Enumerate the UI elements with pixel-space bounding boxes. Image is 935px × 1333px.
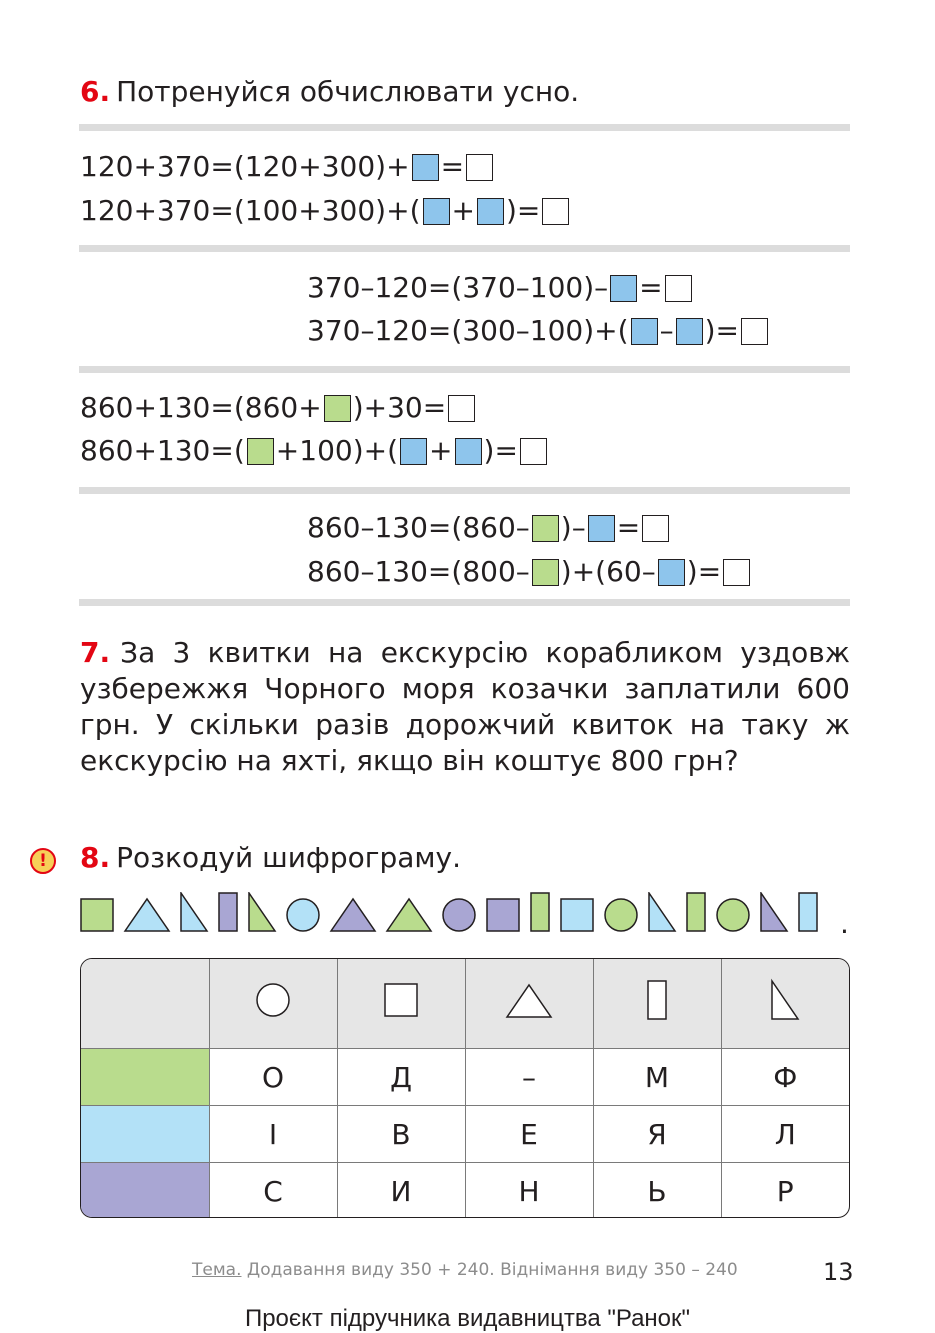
equals-sign: = <box>210 194 234 227</box>
header-cell <box>337 959 465 1049</box>
number: 120 <box>374 314 428 347</box>
number: 300 <box>462 314 516 347</box>
answer-box[interactable] <box>723 559 750 586</box>
operator: + <box>451 194 475 227</box>
number: 370 <box>462 271 516 304</box>
paren: ) <box>352 434 364 467</box>
task-6-heading <box>80 76 579 108</box>
triangle-icon <box>504 980 554 1020</box>
operator: + <box>298 391 322 424</box>
paren: ) <box>704 314 716 347</box>
color-swatch-purple <box>81 1163 209 1219</box>
cipher-shape-17-purple-right-triangle <box>761 893 787 931</box>
operator: – <box>571 511 586 544</box>
number: 860 <box>307 511 361 544</box>
operator: + <box>571 555 596 588</box>
divider <box>79 245 850 252</box>
number: 120 <box>80 150 134 183</box>
corner-cell <box>81 959 209 1049</box>
header-cell <box>593 959 721 1049</box>
paren: ) <box>352 391 364 424</box>
cipher-shape-15-green-rectangle <box>687 893 705 931</box>
operator: + <box>594 314 618 347</box>
letter-cell: Д <box>337 1049 465 1106</box>
number: 100 <box>529 271 584 304</box>
blue-answer-box[interactable] <box>631 318 658 345</box>
cipher-key-table <box>80 958 850 1218</box>
paren: ( <box>451 271 463 304</box>
divider <box>79 124 850 131</box>
blue-answer-box[interactable] <box>423 198 450 225</box>
letter-cell: Ь <box>593 1163 721 1219</box>
equals-sign: = <box>494 434 518 467</box>
square-icon <box>381 980 421 1020</box>
number: 120 <box>244 150 299 183</box>
equation-row <box>307 511 671 545</box>
operator: + <box>133 150 157 183</box>
operator: + <box>429 434 453 467</box>
equals-sign: = <box>440 150 465 183</box>
equals-sign: = <box>427 314 452 347</box>
answer-box[interactable] <box>741 318 768 345</box>
equals-sign: = <box>715 314 739 347</box>
paren: ( <box>451 555 463 588</box>
green-answer-box[interactable] <box>247 438 274 465</box>
blue-answer-box[interactable] <box>400 438 427 465</box>
number: 120 <box>374 271 428 304</box>
cipher-shape-3-blue-right-triangle <box>181 893 207 931</box>
number: 100 <box>529 314 584 347</box>
number: 130 <box>374 511 428 544</box>
paren: ) <box>583 271 595 304</box>
number: 370 <box>307 314 361 347</box>
cipher-shapes <box>80 892 860 940</box>
operator: – <box>360 271 375 304</box>
topic-text: Додавання виду 350 + 240. Віднімання виду 350 – 240 <box>246 1260 738 1280</box>
letter-cell: И <box>337 1163 465 1219</box>
paren: ( <box>595 555 607 588</box>
answer-box[interactable] <box>466 154 493 181</box>
equals-sign: = <box>427 555 452 588</box>
operator: + <box>363 391 388 424</box>
number: 120 <box>80 194 134 227</box>
blue-answer-box[interactable] <box>477 198 504 225</box>
equals-sign: = <box>210 434 234 467</box>
blue-answer-box[interactable] <box>455 438 482 465</box>
blue-answer-box[interactable] <box>412 154 439 181</box>
equals-sign: = <box>697 555 722 588</box>
number: 370 <box>156 194 211 227</box>
color-swatch-green <box>81 1049 209 1106</box>
equals-sign: = <box>427 271 452 304</box>
equation-row <box>80 434 549 468</box>
paren: ( <box>387 434 399 467</box>
paren: ) <box>560 511 572 544</box>
task-number: 6. <box>80 75 111 108</box>
cipher-shape-7-purple-triangle <box>331 899 375 931</box>
number: 60 <box>606 555 642 588</box>
equation-row <box>307 271 694 305</box>
task-title: Потренуйся обчислювати усно. <box>116 75 580 108</box>
number: 100 <box>244 194 299 227</box>
blue-answer-box[interactable] <box>588 515 615 542</box>
operator: + <box>298 150 322 183</box>
cipher-shape-8-green-triangle <box>387 899 431 931</box>
page-number: 13 <box>823 1258 854 1286</box>
equals-sign: = <box>422 391 447 424</box>
green-answer-box[interactable] <box>532 559 559 586</box>
equals-sign: = <box>516 194 541 227</box>
operator: – <box>360 555 375 588</box>
letter-cell: Е <box>465 1106 593 1163</box>
operator: – <box>515 555 530 588</box>
number: 860 <box>462 511 516 544</box>
number: 100 <box>299 434 353 467</box>
task-text: За 3 квитки на екскурсію корабликом уздовж узбережжя Чорного моря козачки заплатили 600 грн. У скільки разів дорожчий квиток на таку ж екскурсію на яхті, якщо він коштує 800 грн? <box>80 636 850 777</box>
operator: – <box>515 314 530 347</box>
cipher-shape-16-green-circle <box>717 899 749 931</box>
paren: ( <box>233 194 245 227</box>
header-cell <box>465 959 593 1049</box>
footer-topic <box>192 1260 738 1280</box>
cipher-shape-9-purple-circle <box>443 899 475 931</box>
operator: + <box>133 194 157 227</box>
table-header-row <box>81 959 849 1049</box>
exclamation-icon: ! <box>30 848 56 874</box>
operator: – <box>360 314 375 347</box>
paren: ( <box>451 511 463 544</box>
number: 130 <box>374 555 428 588</box>
number: 300 <box>321 150 376 183</box>
cipher-shape-14-blue-right-triangle <box>649 893 675 931</box>
divider <box>79 599 850 606</box>
blue-answer-box[interactable] <box>676 318 703 345</box>
number: 370 <box>307 271 361 304</box>
table-row <box>81 1163 849 1219</box>
paren: ( <box>233 150 245 183</box>
rectangle-icon <box>644 978 670 1022</box>
number: 800 <box>462 555 516 588</box>
operator: – <box>360 511 375 544</box>
task-number: 7. <box>80 636 111 669</box>
paren: ) <box>505 194 517 227</box>
equation-row <box>80 194 571 228</box>
equals-sign: = <box>639 271 663 304</box>
task-7-word-problem <box>80 635 850 779</box>
publisher-note: Проєкт підручника видавництва "Ранок" <box>244 1305 691 1332</box>
table-row <box>81 1106 849 1163</box>
number: 860 <box>244 391 299 424</box>
color-swatch-blue <box>81 1106 209 1163</box>
operator: + <box>275 434 300 467</box>
table-row <box>81 1049 849 1106</box>
cipher-shape-13-green-circle <box>605 899 637 931</box>
letter-cell: М <box>593 1049 721 1106</box>
cipher-shape-5-green-right-triangle <box>249 893 275 931</box>
equals-sign: = <box>210 150 234 183</box>
number: 860 <box>307 555 361 588</box>
number: 300 <box>321 194 376 227</box>
number: 130 <box>156 391 211 424</box>
paren: ) <box>686 555 698 588</box>
operator: + <box>386 194 410 227</box>
operator: + <box>386 150 410 183</box>
answer-box[interactable] <box>448 395 475 422</box>
operator: – <box>515 271 530 304</box>
operator: + <box>133 391 157 424</box>
equals-sign: = <box>427 511 452 544</box>
task-number: 8. <box>80 841 111 874</box>
cipher-shape-10-purple-square <box>487 899 519 931</box>
letter-cell: О <box>209 1049 337 1106</box>
letter-cell: – <box>465 1049 593 1106</box>
paren: ( <box>451 314 463 347</box>
letter-cell: Ф <box>721 1049 849 1106</box>
task-title: Розкодуй шифрограму. <box>116 841 461 874</box>
letter-cell: Я <box>593 1106 721 1163</box>
letter-cell: В <box>337 1106 465 1163</box>
end-mark: . <box>840 907 849 940</box>
letter-cell: Н <box>465 1163 593 1219</box>
number: 860 <box>80 434 134 467</box>
equation-row <box>80 150 495 184</box>
paren: ) <box>583 314 595 347</box>
number: 30 <box>387 391 423 424</box>
paren: ) <box>483 434 495 467</box>
divider <box>79 487 850 494</box>
letter-cell: Л <box>721 1106 849 1163</box>
blue-answer-box[interactable] <box>658 559 685 586</box>
cipher-shape-4-purple-rectangle <box>219 893 237 931</box>
equation-row <box>307 314 770 348</box>
number: 370 <box>156 150 211 183</box>
answer-box[interactable] <box>542 198 569 225</box>
number: 860 <box>80 391 134 424</box>
equation-row <box>80 391 477 425</box>
task-8-heading <box>80 842 461 874</box>
letter-cell: І <box>209 1106 337 1163</box>
blue-answer-box[interactable] <box>610 275 637 302</box>
divider <box>79 366 850 373</box>
equals-sign: = <box>616 511 641 544</box>
cipher-shape-2-blue-triangle <box>125 899 169 931</box>
header-cell <box>209 959 337 1049</box>
answer-box[interactable] <box>642 515 669 542</box>
paren: ) <box>560 555 572 588</box>
header-cell <box>721 959 849 1049</box>
paren: ) <box>375 150 387 183</box>
answer-box[interactable] <box>520 438 547 465</box>
cipher-shape-18-blue-rectangle <box>799 893 817 931</box>
topic-label: Тема. <box>192 1260 242 1280</box>
cipher-shape-6-blue-circle <box>287 899 319 931</box>
paren: ( <box>233 434 245 467</box>
cipher-shape-11-green-rectangle <box>531 893 549 931</box>
paren: ( <box>617 314 629 347</box>
paren: ) <box>375 194 387 227</box>
circle-icon <box>253 980 293 1020</box>
letter-cell: С <box>209 1163 337 1219</box>
green-answer-box[interactable] <box>532 515 559 542</box>
cipher-shape-1-green-square <box>81 899 113 931</box>
operator: – <box>659 314 674 347</box>
right-triangle-icon <box>768 978 802 1022</box>
paren: ( <box>409 194 421 227</box>
operator: + <box>363 434 388 467</box>
letter-cell: Р <box>776 1174 794 1208</box>
operator: – <box>641 555 656 588</box>
operator: – <box>515 511 530 544</box>
green-answer-box[interactable] <box>324 395 351 422</box>
operator: + <box>298 194 322 227</box>
paren: ( <box>233 391 245 424</box>
cipher-message <box>80 892 860 940</box>
operator: + <box>133 434 157 467</box>
equation-row <box>307 555 752 589</box>
number: 130 <box>156 434 211 467</box>
equals-sign: = <box>210 391 234 424</box>
cipher-shape-12-blue-square <box>561 899 593 931</box>
answer-box[interactable] <box>665 275 692 302</box>
operator: – <box>594 271 609 304</box>
